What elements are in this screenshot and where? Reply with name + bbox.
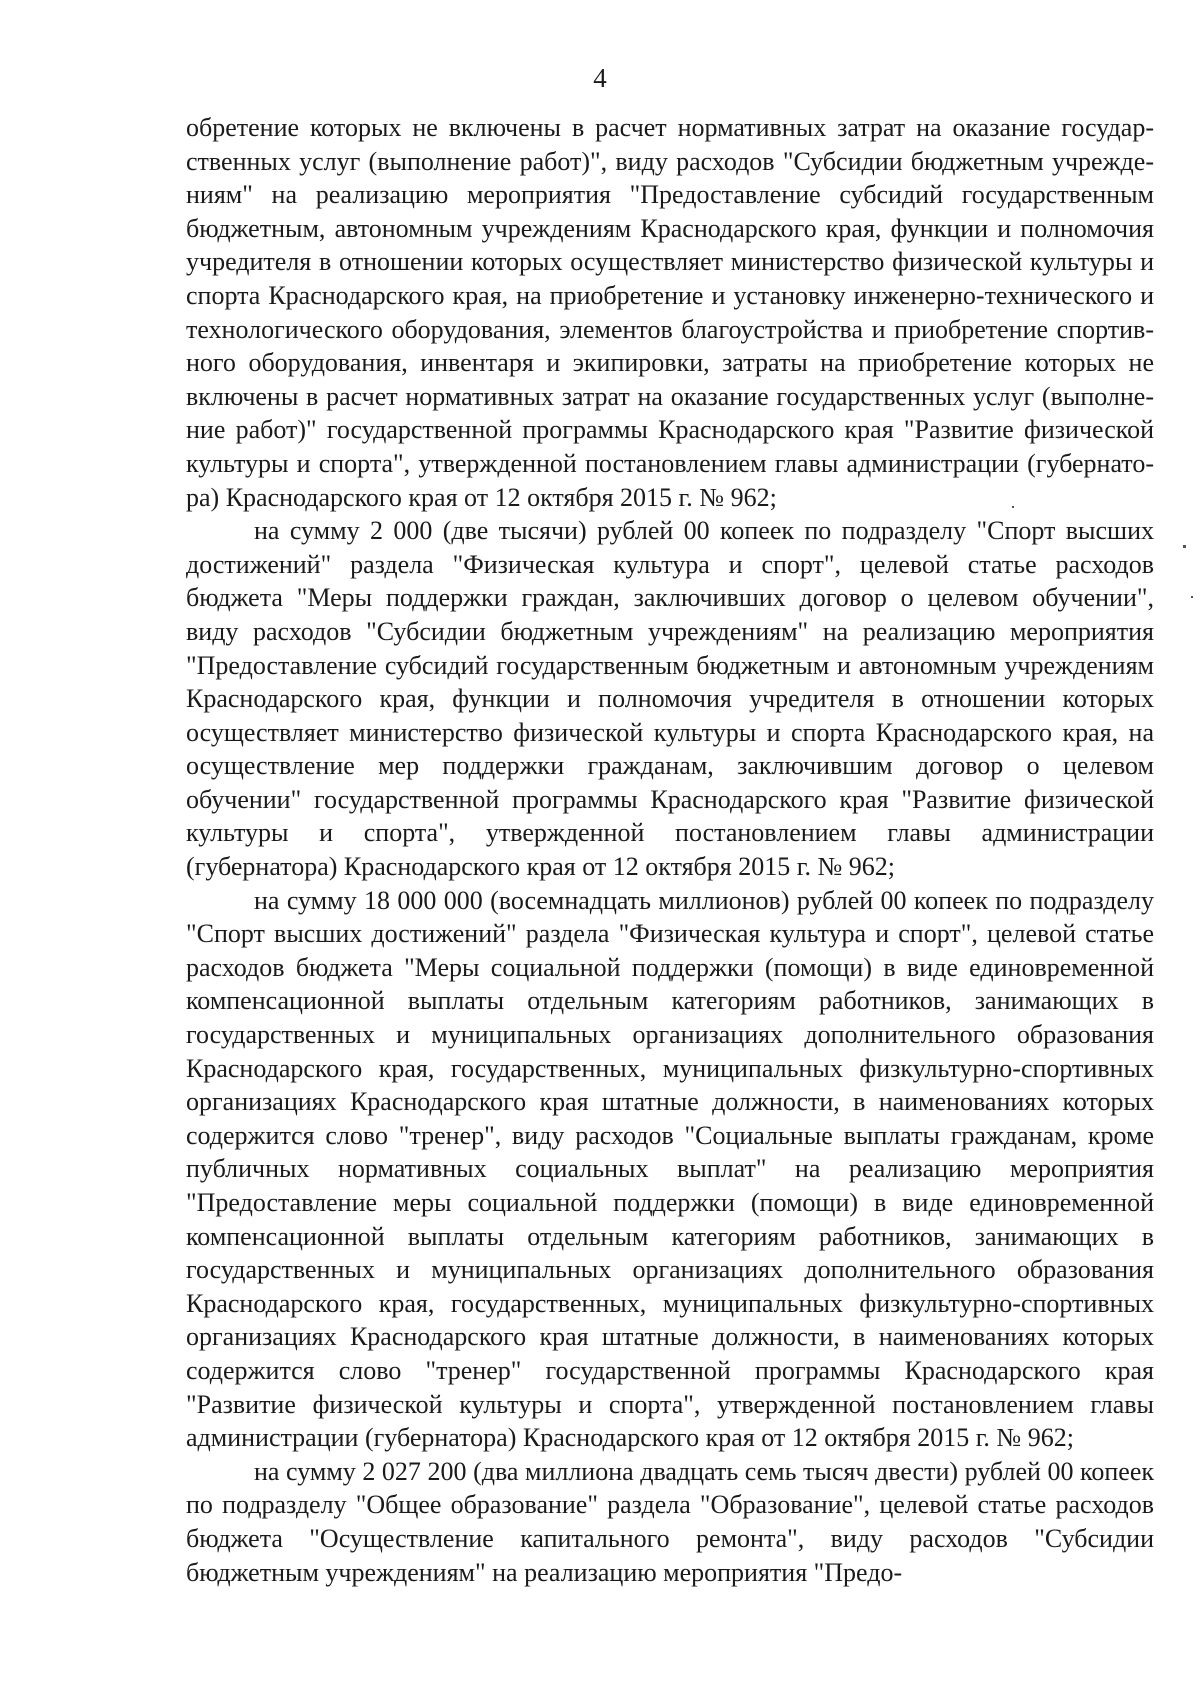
scan-speck xyxy=(1183,545,1186,548)
paragraph-continuation: обретение которых не включены в расчет нормативных затрат на оказание государственных услуг (выполнение работ)", виду расходов "Субсидии бюджетным учреждениям" на реализацию мероприятия "Предоставление субсидий государственным бюджетным, автономным учреждениям Краснодарского края, функции и полномочия учредителя в отношении которых осуществляет министерство физической культуры и спорта Краснодарского края, на приобретение и установку инженерно-технического и технологического оборудования, элементов благоустройства и приобретение спортивного оборудования, инвентаря и экипировки, затраты на приобретение которых не включены в расчет нормативных затрат на оказание государственных услуг (выполнение работ)" государственной программы Краснодарского края "Развитие физической культуры и спорта", утвержденной постановлением главы администрации (губернатора) Краснодарского края от 12 октября 2015 г. № 962; xyxy=(186,113,1154,512)
paragraph-sum-2027200: на сумму 2 027 200 (два миллиона двадцать семь тысяч двести) рублей 00 копеек по подразделу "Общее образование" раздела "Образование", целевой статье расходов бюджета "Осуществление капитального ремонта", виду расходов "Субсидии бюджетным учреждениям" на реализацию мероприятия "Предо- xyxy=(186,1456,1154,1587)
scan-speck xyxy=(1012,506,1014,508)
page-number: 4 xyxy=(593,63,607,93)
document-body xyxy=(186,111,1154,1589)
paragraph-sum-18000000: на сумму 18 000 000 (восемнадцать миллионов) рублей 00 копеек по подразделу "Спорт высших достижений" раздела "Физическая культура и спорт", целевой статье расходов бюджета "Меры социальной поддержки (помощи) в виде единовременной компенсационной выплаты отдельным категориям работников, занимающих в государственных и муниципальных организациях дополнительного образования Краснодарского края, государственных, муниципальных физкультурно-спортивных организациях Краснодарского края штатные должности, в наименованиях которых содержится слово "тренер", виду расходов "Социальные выплаты гражданам, кроме публичных нормативных социальных выплат" на реализацию мероприятия "Предоставление меры социальной поддержки (помощи) в виде единовременной компенсационной выплаты отдельным категориям работников, занимающих в государственных и муниципальных организациях дополнительного образования Краснодарского края, государственных, муниципальных физкультурно-спортивных организациях Краснодарского края штатные должности, в наименованиях которых содержится слово "тренер" государственной программы Краснодарского края "Развитие физической культуры и спорта", утвержденной постановлением главы администрации (губернатора) Краснодарского края от 12 октября 2015 г. № 962; xyxy=(186,885,1154,1453)
scan-speck xyxy=(1191,596,1193,598)
paragraph-sum-2000: на сумму 2 000 (две тысячи) рублей 00 копеек по подразделу "Спорт высших достижений" раздела "Физическая культура и спорт", целевой статье расходов бюджета "Меры поддержки граждан, заключивших договор о целевом обучении", виду расходов "Субсидии бюджетным учреждениям" на реализацию мероприятия "Предоставление субсидий государственным бюджетным и автономным учреждениям Краснодарского края, функции и полномочия учредителя в отношении которых осуществляет министерство физической культуры и спорта Краснодарского края, на осуществление мер поддержки гражданам, заключившим договор о целевом обучении" государственной программы Краснодарского края "Развитие физической культуры и спорта", утвержденной постановлением главы администрации (губернатора) Краснодарского края от 12 октября 2015 г. № 962; xyxy=(186,516,1154,882)
